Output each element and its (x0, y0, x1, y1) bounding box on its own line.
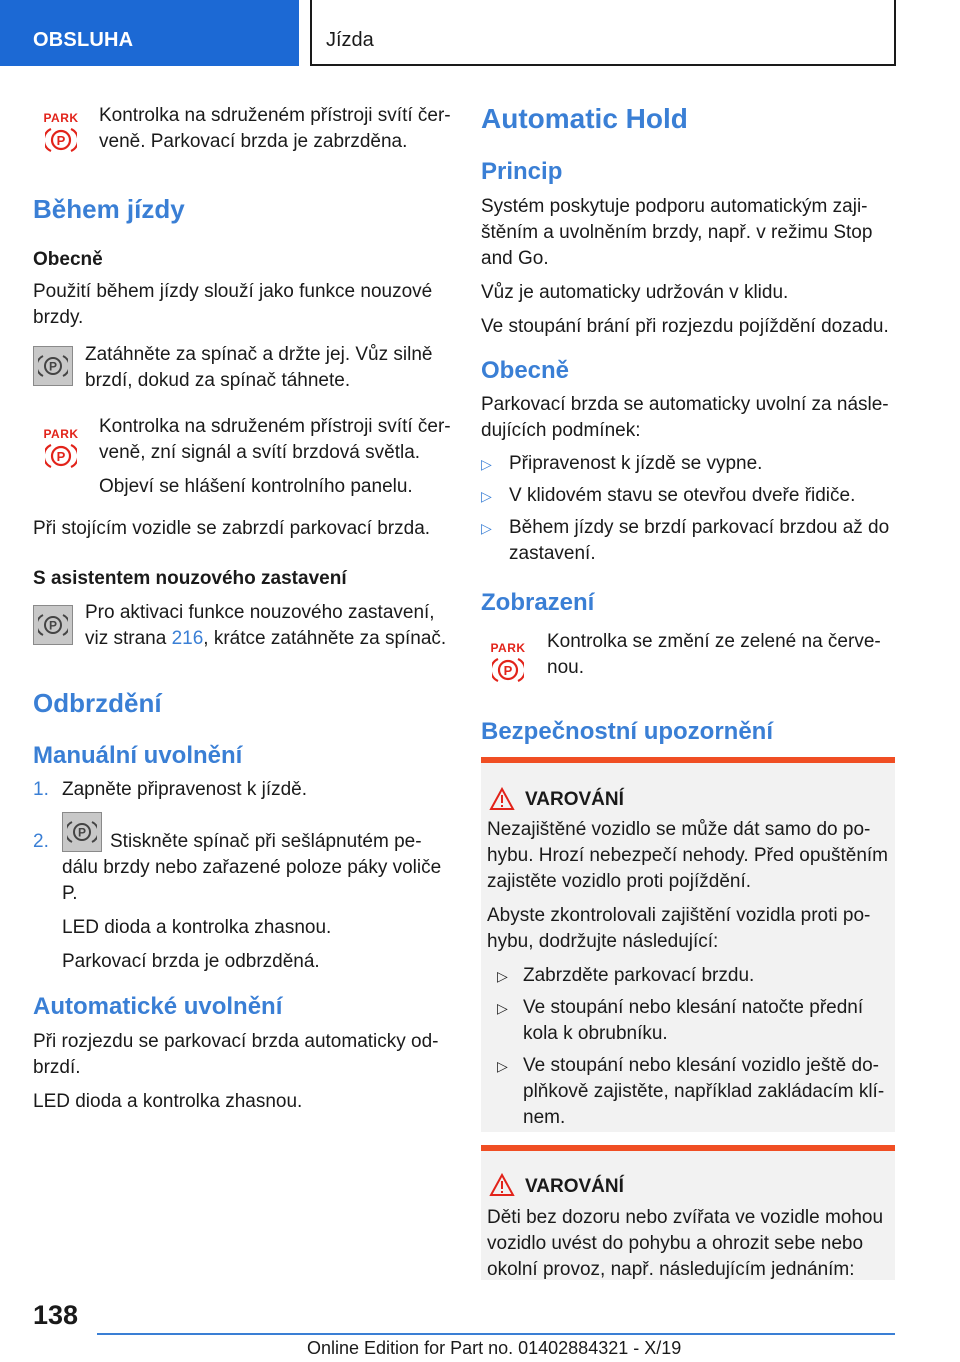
park-indicator-text: Kontrolka na sdruženém přístroji svítí čer- veně. Parkovací brzda je zabrzděna. (99, 105, 451, 152)
list-item: Ve stoupání nebo klesání vozidlo ještě do- plňkově zajistěte, například zakládacím klí- nem. (523, 1055, 885, 1128)
park-indicator-signal-text: Kontrolka na sdruženém přístroji svítí čer- veně, zní signál a svítí brzdová světla. Objeví se hlášení kontrolního panelu. (99, 416, 451, 497)
paragraph-emergency-use: Použití během jízdy slouží jako funkce nouzové brzdy. (33, 281, 433, 328)
park-brake-warning-icon: PARK P (41, 112, 81, 154)
header-section-tab (0, 0, 299, 66)
page-number: 138 (33, 1300, 79, 1330)
general-conditions-text: Parkovací brzda se automaticky uvolní za násle- dujících podmínek: (481, 394, 889, 441)
warning-text: Děti bez dozoru nebo zvířata ve vozidle mohou vozidlo uvést do pohybu a ohrozit sebe nebo okolní provoz, např. následujícím jednáním: (487, 1207, 884, 1280)
svg-text:P: P (77, 825, 87, 840)
parking-brake-switch-icon (33, 605, 73, 645)
svg-text:P: P (56, 449, 66, 464)
bullet-icon: ▷ (497, 968, 508, 984)
display-text: Kontrolka se změní ze zelené na červe- nou. (547, 631, 881, 678)
heading-release: Odbrzdění (33, 688, 162, 718)
header-chapter-tab (310, 0, 896, 66)
step-2-text: dálu brzdy nebo zařazené poloze páky voliče P. LED dioda a kontrolka zhasnou. Parkovací brzda je odbrzděná. (62, 857, 442, 972)
svg-text:P: P (503, 663, 513, 678)
warning-box (481, 1145, 895, 1280)
footer-edition: Online Edition for Part no. 01402884321 - X/19 (307, 1338, 682, 1358)
heading-automatic-release: Automatické uvolnění (33, 993, 283, 1020)
warning-triangle-icon (489, 787, 515, 811)
page-link-216[interactable]: 216 (171, 628, 204, 649)
heading-during-driving: Během jízdy (33, 194, 185, 224)
list-item: Ve stoupání nebo klesání natočte přední kola k obrubníku. (523, 997, 864, 1044)
list-item: Připravenost k jízdě se vypne. (509, 453, 763, 474)
step-2-text-line1: Stiskněte spínač při sešlápnutém pe- (110, 831, 422, 852)
bullet-icon: ▷ (497, 1058, 508, 1074)
park-brake-warning-icon: PARK P (41, 428, 81, 470)
header-chapter-label: Jízda (326, 29, 374, 51)
svg-text:P: P (48, 359, 58, 374)
header-section-label: OBSLUHA (33, 29, 134, 51)
step-number: 1. (33, 779, 49, 800)
parking-brake-switch-icon (62, 812, 102, 852)
heading-automatic-hold: Automatic Hold (481, 103, 688, 134)
heading-general-right: Obecně (481, 357, 570, 384)
parking-brake-switch-icon (33, 346, 73, 386)
switch-pull-text: Zatáhněte za spínač a držte jej. Vůz silně brzdí, dokud za spínač táhnete. (85, 344, 433, 391)
svg-text:P: P (48, 618, 58, 633)
warning-text: Nezajištěné vozidlo se může dát samo do po- hybu. Hrozí nebezpečí nehody. Před opuštěním zajistěte vozidlo proti pojíždění. Abyste zkontrolovali zajištění vozidla proti po- hybu, dodržujte následující: (487, 819, 889, 952)
subheading-emergency-stop: S asistentem nouzového zastavení (33, 568, 347, 589)
heading-safety-notes: Bezpečnostní upozornění (481, 718, 774, 745)
step-1-text: Zapněte připravenost k jízdě. (62, 779, 308, 800)
park-brake-warning-icon: PARK P (488, 642, 528, 684)
step-number: 2. (33, 831, 49, 852)
principle-text: Systém poskytuje podporu automatickým zaji- štěním a uvolněním brzdy, např. v režimu Stop and Go. Vůz je automaticky udržován v klidu. Ve stoupání brání při rozjezdu pojíždění dozadu. (481, 196, 889, 337)
list-item: Zabrzděte parkovací brzdu. (523, 965, 755, 986)
warning-box (481, 757, 895, 1132)
subheading-general: Obecně (33, 249, 103, 270)
footer-divider (97, 1333, 895, 1335)
heading-display: Zobrazení (481, 589, 595, 616)
heading-manual-release: Manuální uvolnění (33, 742, 243, 769)
bullet-icon: ▷ (497, 1000, 508, 1016)
warning-triangle-icon (489, 1173, 515, 1197)
bullet-icon: ▷ (481, 488, 492, 504)
bullet-icon: ▷ (481, 456, 492, 472)
svg-text:P: P (56, 133, 66, 148)
list-item: Během jízdy se brzdí parkovací brzdou až do zastavení. (509, 517, 890, 564)
warning-title: VAROVÁNÍ (525, 1176, 624, 1197)
bullet-icon: ▷ (481, 520, 492, 536)
emergency-stop-text: Pro aktivaci funkce nouzového zastavení, viz strana 216, krátce zatáhněte za spínač. (85, 602, 447, 649)
list-item: V klidovém stavu se otevřou dveře řidiče. (509, 485, 856, 506)
automatic-release-text: Při rozjezdu se parkovací brzda automaticky od- brzdí. LED dioda a kontrolka zhasnou. (33, 1031, 439, 1112)
heading-principle: Princip (481, 158, 563, 185)
warning-title: VAROVÁNÍ (525, 789, 624, 810)
stationary-text: Při stojícím vozidle se zabrzdí parkovací brzda. (33, 518, 431, 539)
